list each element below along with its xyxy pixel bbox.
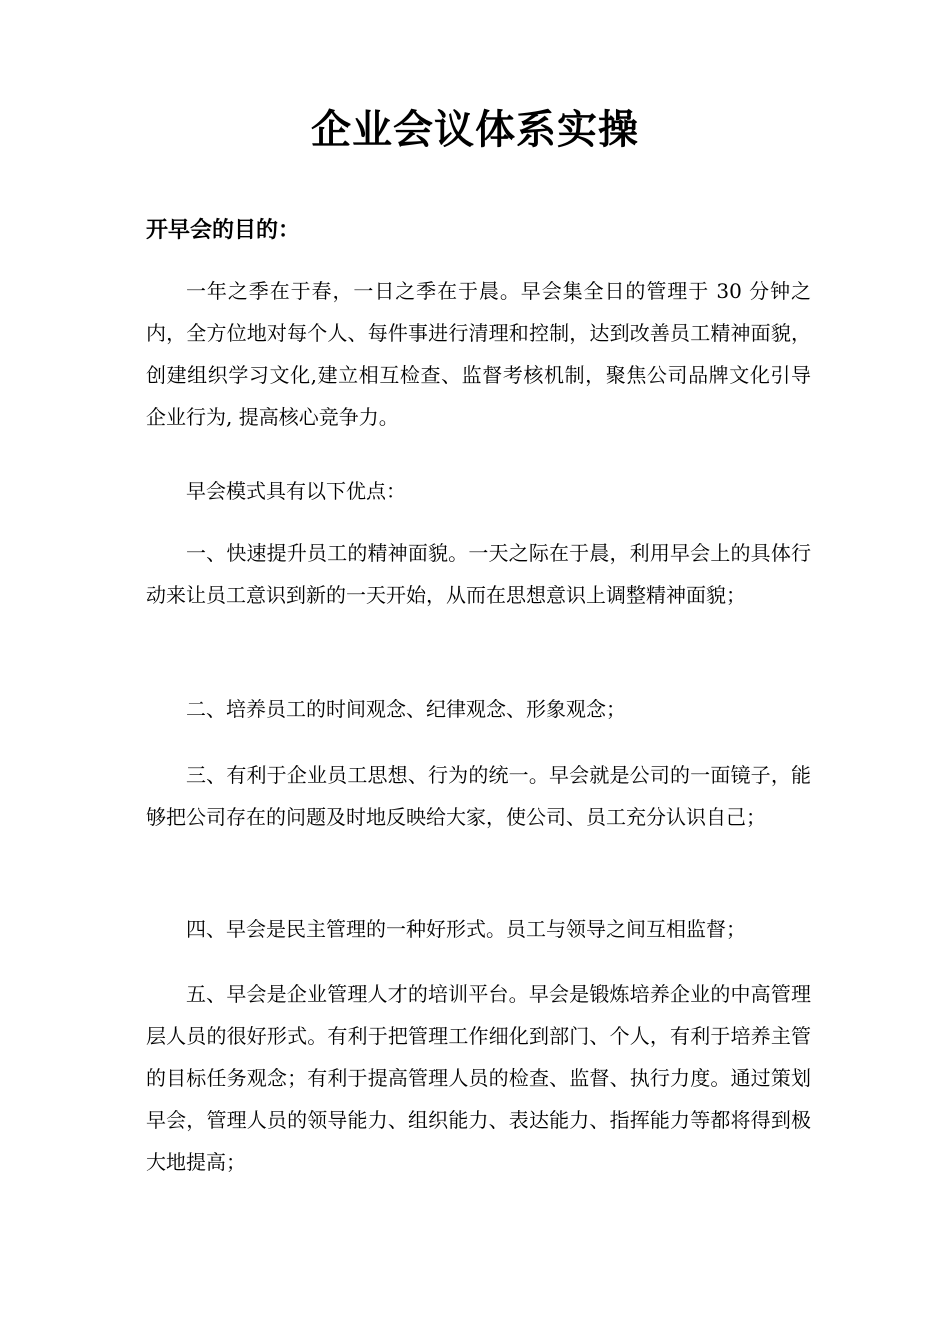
paragraph-point-5: 五、早会是企业管理人才的培训平台。早会是锻炼培养企业的中高管理层人员的很好形式。有利于把管理工作细化到部门、个人，有利于培养主管的目标任务观念；有利于提高管理人员的检查、监督、执行力度。通过策划早会，管理人员的领导能力、组织能力、表达能力、指挥能力等都将得到极大地提高； <box>146 982 811 1174</box>
paragraph-advantages-lead: 早会模式具有以下优点： <box>186 479 406 503</box>
paragraph-point-3: 三、有利于企业员工思想、行为的统一。早会就是公司的一面镜子，能够把公司存在的问题及时地反映给大家，使公司、员工充分认识自己； <box>146 763 811 829</box>
paragraph-intro: 一年之季在于春，一日之季在于晨。早会集全日的管理于 30 分钟之内，全方位地对每个人、每件事进行清理和控制，达到改善员工精神面貌，创建组织学习文化,建立相互检查、监督考核机制，聚焦公司品牌文化引导企业行为, 提高核心竞争力。 <box>146 279 811 429</box>
document-title: 企业会议体系实操 <box>311 106 639 153</box>
section-heading: 开早会的目的： <box>146 218 301 243</box>
paragraph-point-4: 四、早会是民主管理的一种好形式。员工与领导之间互相监督； <box>186 917 746 941</box>
paragraph-point-1: 一、快速提升员工的精神面貌。一天之际在于晨，利用早会上的具体行动来让员工意识到新的一天开始，从而在思想意识上调整精神面貌； <box>146 541 811 607</box>
paragraph-point-2: 二、培养员工的时间观念、纪律观念、形象观念； <box>186 697 626 721</box>
